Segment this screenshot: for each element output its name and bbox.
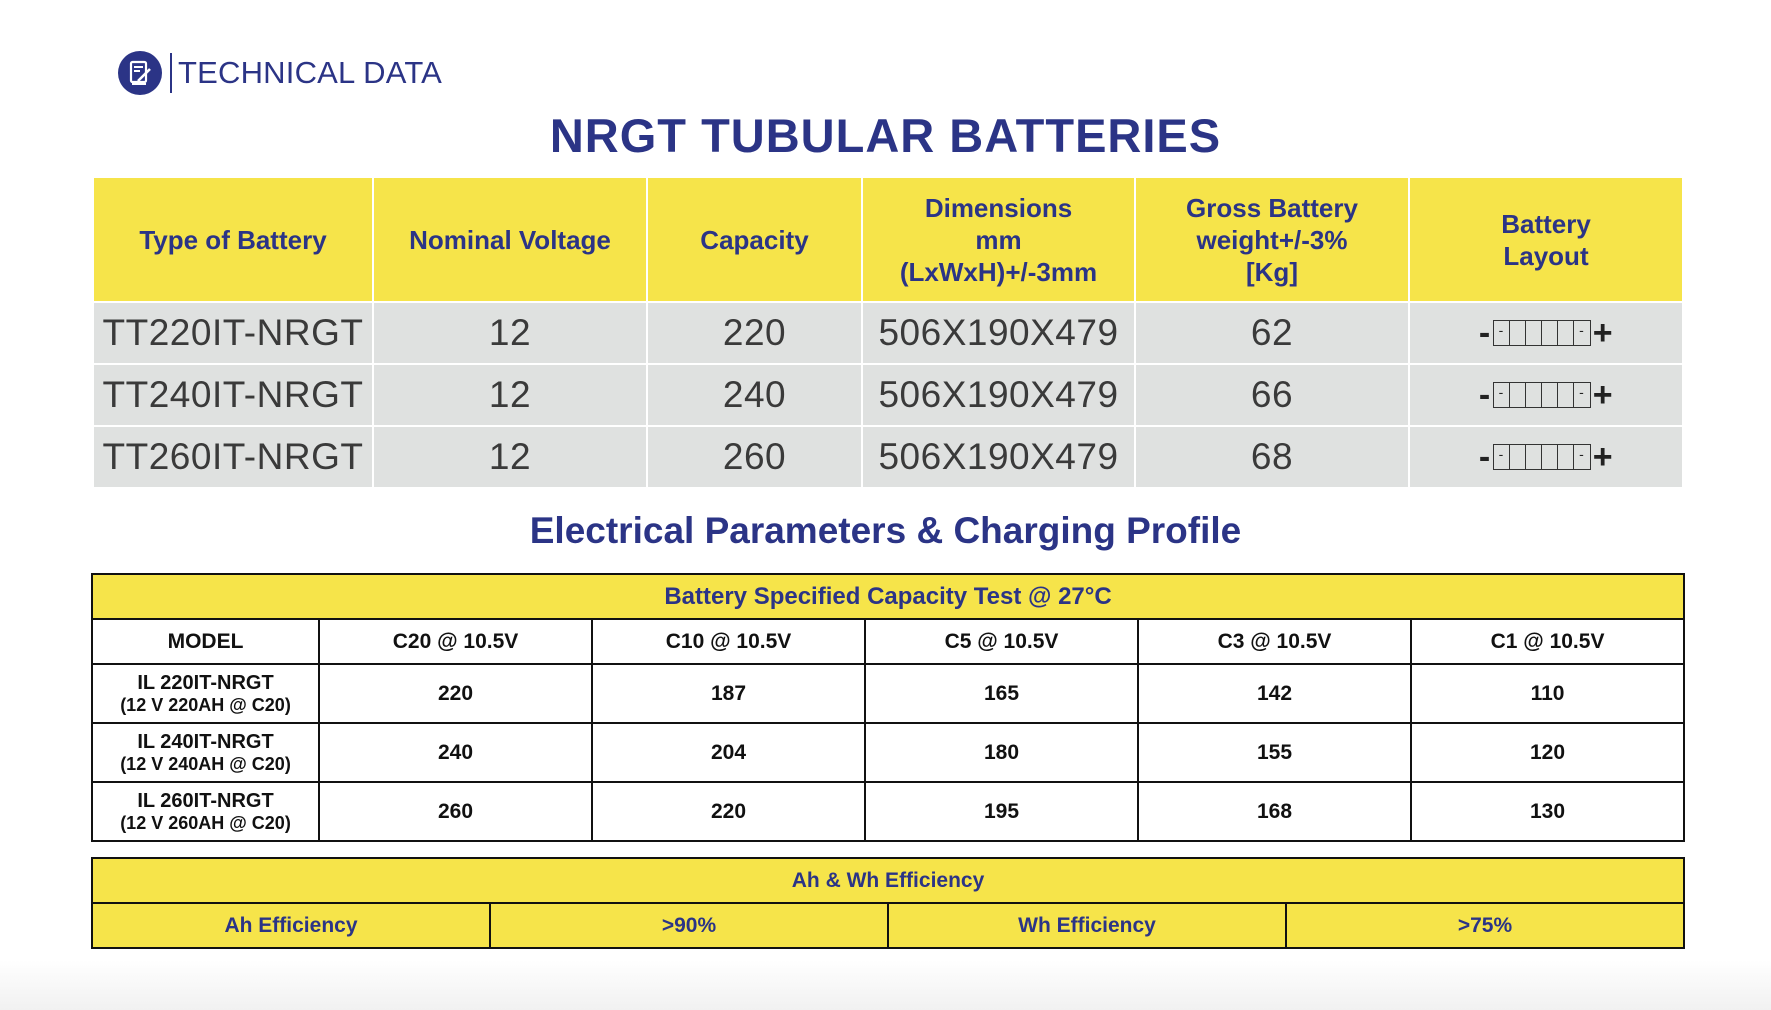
battery-weight: 66 xyxy=(1135,364,1409,426)
capacity-test-caption: Battery Specified Capacity Test @ 27°C xyxy=(92,574,1684,619)
battery-voltage: 12 xyxy=(373,302,647,364)
battery-layout xyxy=(1409,364,1683,426)
c10-value: 220 xyxy=(592,782,865,841)
model-cell xyxy=(92,664,319,723)
table-row xyxy=(92,782,1684,841)
negative-terminal: - xyxy=(1478,375,1491,414)
c10-value: 204 xyxy=(592,723,865,782)
battery-weight: 62 xyxy=(1135,302,1409,364)
ah-efficiency-value: >90% xyxy=(490,903,888,948)
page-footer-shade xyxy=(0,960,1771,1010)
section-header xyxy=(118,50,442,96)
header-weight xyxy=(1135,177,1409,302)
table-row xyxy=(92,903,1684,948)
table-header-row xyxy=(93,177,1683,302)
c1-value: 130 xyxy=(1411,782,1684,841)
table-caption-row xyxy=(92,574,1684,619)
header-dimensions xyxy=(862,177,1135,302)
positive-terminal: + xyxy=(1592,313,1614,352)
c20-value: 240 xyxy=(319,723,592,782)
model-rating: (12 V 220AH @ C20) xyxy=(120,694,291,715)
battery-dimensions: 506X190X479 xyxy=(862,364,1135,426)
header-layout xyxy=(1409,177,1683,302)
positive-terminal: + xyxy=(1592,437,1614,476)
header-c5: C5 @ 10.5V xyxy=(865,619,1138,664)
efficiency-table xyxy=(91,857,1685,949)
battery-layout-diagram xyxy=(1410,438,1682,477)
model-cell xyxy=(92,782,319,841)
efficiency-caption: Ah & Wh Efficiency xyxy=(92,858,1684,903)
header-dimensions-text: Dimensions mm (LxWxH)+/-3mm xyxy=(899,192,1098,287)
section-label: TECHNICAL DATA xyxy=(178,55,443,90)
positive-terminal: + xyxy=(1592,375,1614,414)
c3-value: 142 xyxy=(1138,664,1411,723)
battery-voltage: 12 xyxy=(373,364,647,426)
table-row xyxy=(92,723,1684,782)
header-divider xyxy=(170,53,172,93)
battery-layout xyxy=(1409,302,1683,364)
model-name: IL 260IT-NRGT xyxy=(137,789,274,812)
header-capacity: Capacity xyxy=(647,177,862,302)
header-voltage: Nominal Voltage xyxy=(373,177,647,302)
cell-array-icon: - - xyxy=(1493,320,1591,346)
battery-type: TT260IT-NRGT xyxy=(93,426,373,488)
model-name: IL 220IT-NRGT xyxy=(137,671,274,694)
battery-weight: 68 xyxy=(1135,426,1409,488)
table-header-row xyxy=(92,619,1684,664)
c5-value: 165 xyxy=(865,664,1138,723)
header-weight-text: Gross Battery weight+/-3% [Kg] xyxy=(1186,192,1358,287)
capacity-test-table xyxy=(91,573,1685,842)
battery-type: TT220IT-NRGT xyxy=(93,302,373,364)
table-row xyxy=(93,426,1683,488)
header-c10: C10 @ 10.5V xyxy=(592,619,865,664)
battery-layout-diagram xyxy=(1410,376,1682,415)
c10-value: 187 xyxy=(592,664,865,723)
battery-capacity: 240 xyxy=(647,364,862,426)
c5-value: 195 xyxy=(865,782,1138,841)
negative-terminal: - xyxy=(1478,437,1491,476)
header-c20: C20 @ 10.5V xyxy=(319,619,592,664)
c20-value: 260 xyxy=(319,782,592,841)
wh-efficiency-label: Wh Efficiency xyxy=(888,903,1286,948)
battery-spec-table xyxy=(92,176,1684,489)
c1-value: 110 xyxy=(1411,664,1684,723)
c3-value: 155 xyxy=(1138,723,1411,782)
document-pen-icon xyxy=(118,51,162,95)
negative-terminal: - xyxy=(1478,313,1491,352)
battery-capacity: 220 xyxy=(647,302,862,364)
header-type: Type of Battery xyxy=(93,177,373,302)
model-rating: (12 V 240AH @ C20) xyxy=(120,753,291,774)
battery-dimensions: 506X190X479 xyxy=(862,426,1135,488)
c5-value: 180 xyxy=(865,723,1138,782)
wh-efficiency-value: >75% xyxy=(1286,903,1684,948)
model-cell xyxy=(92,723,319,782)
c20-value: 220 xyxy=(319,664,592,723)
header-c3: C3 @ 10.5V xyxy=(1138,619,1411,664)
c3-value: 168 xyxy=(1138,782,1411,841)
battery-voltage: 12 xyxy=(373,426,647,488)
battery-type: TT240IT-NRGT xyxy=(93,364,373,426)
header-c1: C1 @ 10.5V xyxy=(1411,619,1684,664)
model-rating: (12 V 260AH @ C20) xyxy=(120,812,291,833)
table-row xyxy=(92,664,1684,723)
model-name: IL 240IT-NRGT xyxy=(137,730,274,753)
section-subtitle: Electrical Parameters & Charging Profile xyxy=(529,510,1242,551)
battery-layout-diagram xyxy=(1410,314,1682,353)
header-model: MODEL xyxy=(92,619,319,664)
battery-layout xyxy=(1409,426,1683,488)
cell-array-icon: - - xyxy=(1493,444,1591,470)
cell-array-icon: - - xyxy=(1493,382,1591,408)
table-row xyxy=(93,364,1683,426)
table-row xyxy=(93,302,1683,364)
page-title: NRGT TUBULAR BATTERIES xyxy=(549,109,1222,162)
c1-value: 120 xyxy=(1411,723,1684,782)
table-caption-row xyxy=(92,858,1684,903)
battery-dimensions: 506X190X479 xyxy=(862,302,1135,364)
battery-capacity: 260 xyxy=(647,426,862,488)
header-layout-text: Battery Layout xyxy=(1501,208,1591,271)
ah-efficiency-label: Ah Efficiency xyxy=(92,903,490,948)
